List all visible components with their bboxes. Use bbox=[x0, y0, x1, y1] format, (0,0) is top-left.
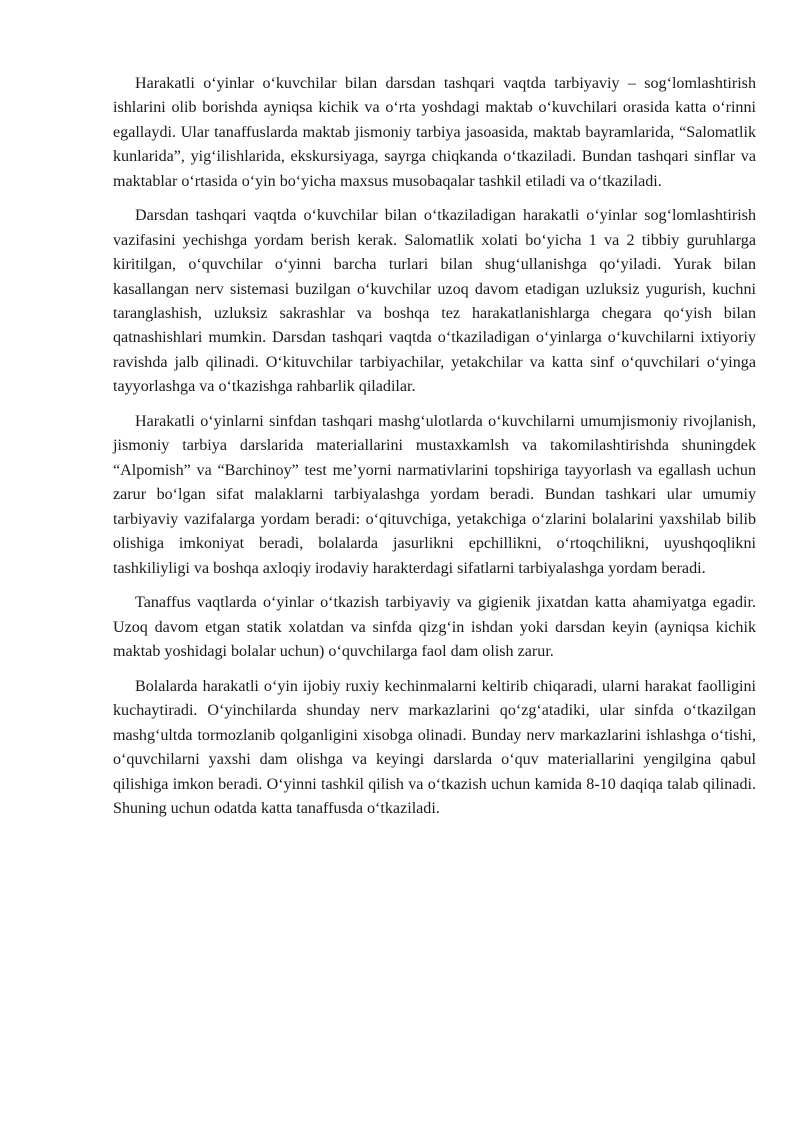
paragraph-4: Tanaffus vaqtlarda o‘yinlar o‘tkazish tarbiyaviy va gigienik jixatdan katta ahamiyatga egadir. Uzoq davom etgan statik xolatdan va sinfda qizg‘in ishdan yoki darsdan keyin (ayniqsa kichik maktab yoshidagi bolalar uchun) o‘quvchilarga faol dam olish zarur. bbox=[113, 594, 756, 661]
paragraph-1: Harakatli o‘yinlar o‘kuvchilar bilan darsdan tashqari vaqtda tarbiyaviy – sog‘lomlashtirish ishlarini olib borishda ayniqsa kichik va o‘rta yoshdagi maktab o‘kuvchilari orasida katta o‘rinni egallaydi. Ular tanaffuslarda maktab jismoniy tarbiya jasoasida, maktab bayramlarida, “Salomatlik kunlarida”, yig‘ilishlarida, ekskursiyaga, sayrga chiqkanda o‘tkaziladi. Bundan tashqari sinflar va maktablar o‘rtasida o‘yin bo‘yicha maxsus musobaqalar tashkil etiladi va o‘tkaziladi. bbox=[113, 75, 756, 190]
paragraph-2: Darsdan tashqari vaqtda o‘kuvchilar bilan o‘tkaziladigan harakatli o‘yinlar sog‘lomlashtirish vazifasini yechishga yordam berish kerak. Salomatlik xolati bo‘yicha 1 va 2 tibbiy guruhlarga kiritilgan, o‘quvchilar o‘yinni barcha turlari bilan shug‘ullanishga qo‘yiladi. Yurak bilan kasallangan nerv sistemasi buzilgan o‘kuvchilar uzoq davom etadigan uzluksiz yugurish, kuchni taranglashish, uzluksiz sakrashlar va boshqa tez harakatlanishlarga chegara qo‘yish bilan qatnashishlari mumkin. Darsdan tashqari vaqtda o‘tkaziladigan o‘yinlarga o‘kuvchilarni ixtiyoriy ravishda jalb qilinadi. O‘kituvchilar tarbiyachilar, yetakchilar va katta sinf o‘quvchilari o‘yinga tayyorlashga va o‘tkazishga rahbarlik qiladilar. bbox=[113, 207, 756, 396]
document-page bbox=[113, 72, 756, 832]
paragraph-5: Bolalarda harakatli o‘yin ijobiy ruxiy kechinmalarni keltirib chiqaradi, ularni harakat faolligini kuchaytiradi. O‘yinchilarda shunday nerv markazlarini qo‘zg‘atadiki, ular sinfda o‘tkazilgan mashg‘ultda tormozlanib qolganligini xisobga olinadi. Bunday nerv markazlarini ishlashga o‘tishi, o‘quvchilarni yaxshi dam olishga va keyingi darslarda o‘quv materiallarini yengilgina qabul qilishiga imkon beradi. O‘yinni tashkil qilish va o‘tkazish uchun kamida 8-10 daqiqa talab qilinadi. Shuning uchun odatda katta tanaffusda o‘tkaziladi. bbox=[113, 677, 756, 817]
paragraph-3: Harakatli o‘yinlarni sinfdan tashqari mashg‘ulotlarda o‘kuvchilarni umumjismoniy rivojlanish, jismoniy tarbiya darslarida materiallarini mustaxkamlsh va takomilashtirishda shuningdek “Alpomish” va “Barchinoy” test me’yorni narmativlarini topshiriga tayyorlash va egallash uchun zarur bo‘lgan sifat malaklarni tarbiyalashga yordam beradi. Bundan tashkari ular umumiy tarbiyaviy vazifalarga yordam beradi: o‘qituvchiga, yetakchiga o‘zlarini bolalarini yaxshilab bilib olishiga imkoniyat beradi, bolalarda jasurlikni epchillikni, o‘rtoqchilikni, uyushqoqlikni tashkiliyligi va boshqa axloqiy irodaviy harakterdagi sifatlarni tarbiyalashga yordam beradi. bbox=[113, 413, 756, 577]
